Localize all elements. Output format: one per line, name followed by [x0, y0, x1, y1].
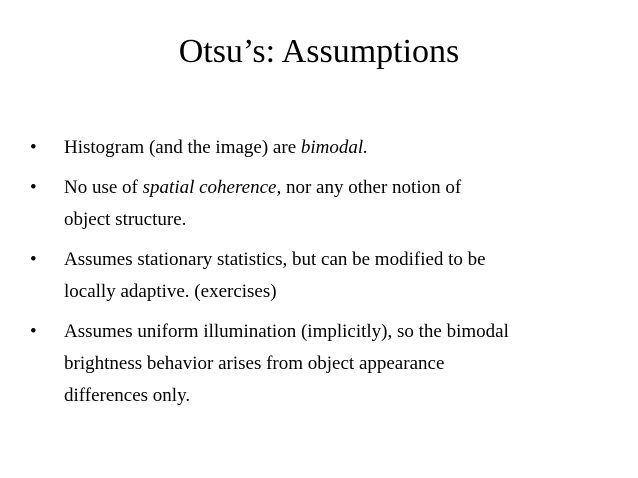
bullet-dot: • [30, 177, 37, 198]
bullet-line [64, 348, 620, 380]
bullet-text-italic: bimodal. [300, 137, 368, 158]
bullet-text: object structure. [64, 209, 187, 230]
bullet-line [64, 132, 620, 164]
slide-title: Otsu’s: Assumptions [178, 33, 460, 70]
bullet-text: locally adaptive. (exercises) [64, 281, 277, 302]
bullet-list [30, 132, 620, 420]
bullet-line [64, 276, 620, 308]
bullet-text-italic: spatial coherence, [142, 177, 282, 198]
bullet-item [30, 316, 620, 412]
bullet-text: nor any other notion of [281, 177, 462, 198]
bullet-line [64, 380, 620, 412]
bullet-line [64, 244, 620, 276]
bullet-text: Assumes stationary statistics, but can be modified to be [64, 249, 486, 270]
bullet-line [64, 204, 620, 236]
bullet-item [30, 244, 620, 308]
bullet-line [64, 316, 620, 348]
bullet-dot: • [30, 321, 37, 342]
bullet-line [64, 172, 620, 204]
bullet-text: Assumes uniform illumination (implicitly), so the bimodal [64, 321, 509, 342]
bullet-text: differences only. [64, 385, 191, 406]
bullet-text: Histogram (and the image) are [64, 137, 301, 158]
bullet-item [30, 132, 620, 164]
bullet-text: No use of [64, 177, 143, 198]
bullet-dot: • [30, 249, 37, 270]
bullet-item [30, 172, 620, 236]
bullet-text: brightness behavior arises from object appearance [64, 353, 445, 374]
bullet-dot: • [30, 137, 37, 158]
